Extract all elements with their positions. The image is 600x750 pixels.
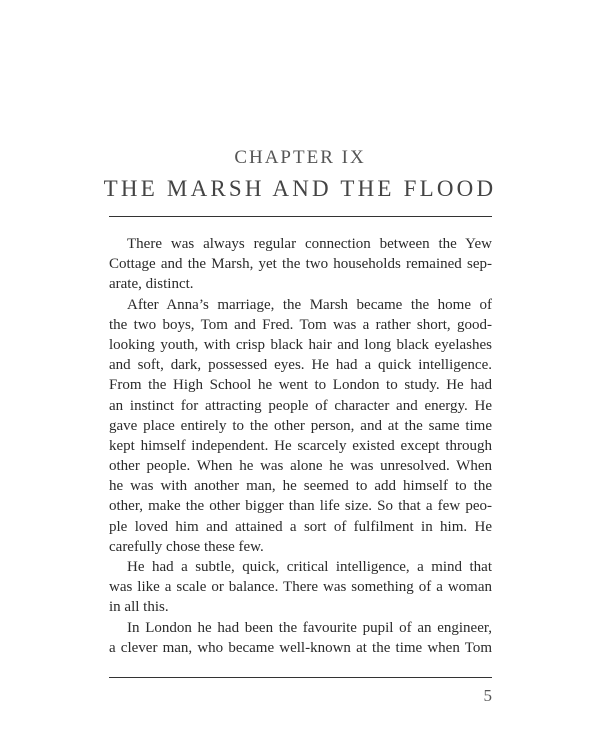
text-line: in all this.: [109, 599, 169, 616]
text-line: a clever man, who became well-known at the time when Tom: [109, 639, 492, 656]
chapter-number: CHAPTER IX: [234, 147, 366, 168]
text-line: Cottage and the Marsh, yet the two households remained sep-: [109, 256, 492, 273]
text-line: looking youth, with crisp black hair and long black eyelashes: [109, 336, 492, 353]
text-line: ple loved him and attained a sort of fulfilment in him. He: [109, 518, 492, 535]
chapter-title: THE MARSH AND THE FLOOD: [103, 176, 497, 201]
text-line: arate, distinct.: [109, 276, 194, 293]
footer-rule: [109, 677, 492, 678]
body-text: [109, 234, 492, 658]
text-line: an instinct for attracting people of character and energy. He: [109, 397, 492, 414]
text-line: the two boys, Tom and Fred. Tom was a rather short, good-: [109, 316, 492, 333]
text-line: and soft, dark, possessed eyes. He had a quick intelligence.: [109, 357, 492, 374]
text-line: kept himself independent. He scarcely existed except through: [109, 437, 492, 454]
text-line: he was with another man, he seemed to add himself to the: [109, 478, 492, 495]
text-line: other, make the other bigger than life size. So that a few peo-: [109, 498, 492, 515]
text-line: After Anna’s marriage, the Marsh became the home of: [127, 296, 492, 313]
text-line: carefully chose these few.: [109, 538, 264, 555]
text-line: other people. When he was alone he was unresolved. When: [109, 458, 492, 475]
text-line: There was always regular connection between the Yew: [127, 236, 492, 252]
text-line: was like a scale or balance. There was something of a woman: [109, 579, 492, 596]
text-line: gave place entirely to the other person, and at the same time: [109, 417, 492, 434]
header-rule: [109, 216, 492, 217]
page-number: 5: [483, 686, 492, 705]
text-line: In London he had been the favourite pupil of an engineer,: [127, 619, 492, 636]
text-line: From the High School he went to London to study. He had: [109, 377, 492, 394]
text-line: He had a subtle, quick, critical intelligence, a mind that: [127, 559, 492, 575]
